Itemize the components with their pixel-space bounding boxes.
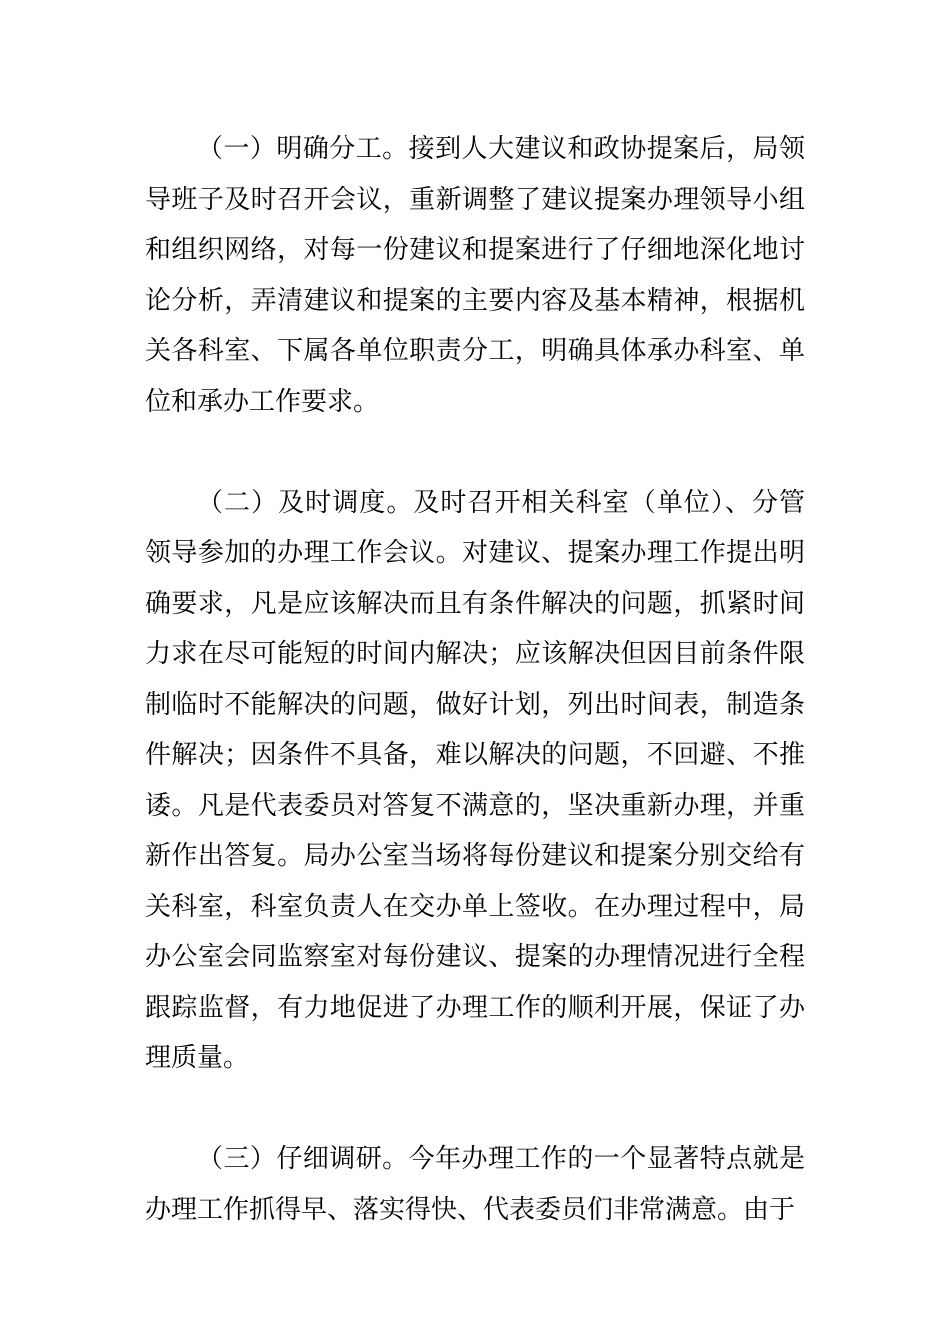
document-body [145,124,805,1235]
paragraph-careful-research: （三）仔细调研。今年办理工作的一个显著特点就是办理工作抓得早、落实得快、代表委员们非常满意。由于 [145,1144,805,1225]
paragraph-timely-scheduling: （二）及时调度。及时召开相关科室（单位）、分管领导参加的办理工作会议。对建议、提案办理工作提出明确要求，凡是应该解决而且有条件解决的问题，抓紧时间力求在尽可能短的时间内解决；应该解决但因目前条件限制临时不能解决的问题，做好计划，列出时间表，制造条件解决；因条件不具备，难以解决的问题，不回避、不推诿。凡是代表委员对答复不满意的，坚决重新办理，并重新作出答复。局办公室当场将每份建议和提案分别交给有关科室，科室负责人在交办单上签收。在办理过程中，局办公室会同监察室对每份建议、提案的办理情况进行全程跟踪监督，有力地促进了办理工作的顺利开展，保证了办理质量。 [145,487,805,1073]
paragraph-clear-division: （一）明确分工。接到人大建议和政协提案后，局领导班子及时召开会议，重新调整了建议提案办理领导小组和组织网络，对每一份建议和提案进行了仔细地深化地讨论分析，弄清建议和提案的主要内容及基本精神，根据机关各科室、下属各单位职责分工，明确具体承办科室、单位和承办工作要求。 [145,134,805,417]
